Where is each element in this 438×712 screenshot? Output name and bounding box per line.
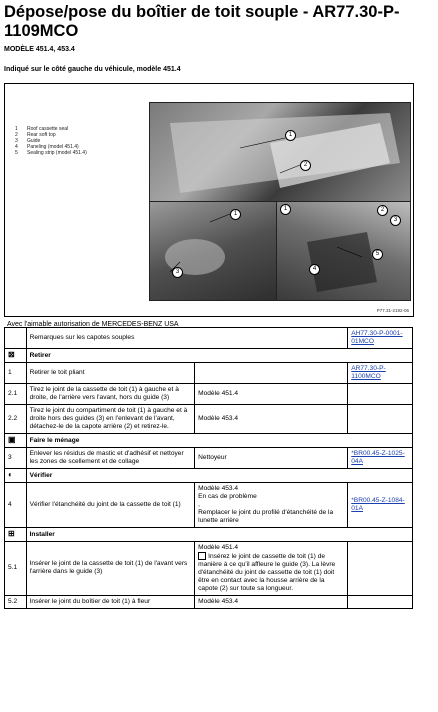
step-note: Modèle 453.4 En cas de problème , Remplacer le joint du profilé d'étanchéité de la lunette arrière	[195, 483, 348, 528]
step-number: 2.1	[5, 384, 27, 405]
table-row	[5, 595, 413, 608]
step-number: 4	[5, 483, 27, 528]
table-row	[5, 384, 413, 405]
legend-item: 1 Roof cassette seal	[15, 126, 69, 132]
step-number: 3	[5, 448, 27, 469]
step-text: Insérer le joint de la cassette de toit (1) de l'avant vers l'arrière dans le guide (3)	[26, 542, 195, 596]
section-row-menage	[5, 434, 413, 448]
callout-1: 1	[285, 130, 296, 141]
models-label: MODÈLE 451.4, 453.4	[4, 46, 75, 53]
table-row	[5, 363, 413, 384]
photo-bottom-left	[149, 201, 279, 301]
page-title: Dépose/pose du boîtier de toit souple - AR77.30-P-1109MCO	[4, 3, 400, 40]
section-title: Retirer	[26, 349, 412, 363]
section-row-installer	[5, 528, 413, 542]
callout-3: 3	[390, 215, 401, 226]
step-number: 1	[5, 363, 27, 384]
section-title: Faire le ménage	[26, 434, 412, 448]
callout-5: 5	[372, 249, 383, 260]
legend-item: 3 Guide	[15, 138, 41, 144]
section-row-retirer	[5, 349, 413, 363]
callout-2: 2	[300, 160, 311, 171]
step-note: Nettoyeur	[195, 448, 348, 469]
step-number: 2.2	[5, 405, 27, 434]
figure-reference: P77.31-2192-06	[376, 308, 409, 313]
step-link[interactable]: AR77.30-P-1100MCO	[351, 365, 386, 380]
install-icon: ⊞	[8, 529, 15, 538]
step-note: Modèle 453.4	[195, 595, 348, 608]
photo-main-illustration	[150, 103, 410, 203]
photo-bottom-left-illustration	[150, 202, 278, 300]
indication-label: Indiqué sur le côté gauche du véhicule, modèle 451.4	[4, 66, 181, 73]
procedure-table	[4, 327, 413, 609]
table-row	[5, 483, 413, 528]
step-text: Tirez le joint de la cassette de toit (1) à gauche et à droite, de l'arrière vers l'avant, hors du guide (3)	[26, 384, 195, 405]
photo-main	[149, 102, 411, 204]
legend-item: 2 Rear soft top	[15, 132, 56, 138]
photo-bottom-right	[276, 201, 411, 301]
step-text: Retirer le toit pliant	[26, 363, 195, 384]
remove-icon: ⊠	[8, 350, 15, 359]
legend-item: 4 Paneling (model 451.4)	[15, 144, 79, 150]
remarks-link[interactable]: AH77.30-P-0001-01MCO	[351, 330, 403, 345]
step-number: 5.1	[5, 542, 27, 596]
table-row	[5, 405, 413, 434]
callout-3: 3	[172, 267, 183, 278]
step-text: Insérer le joint du boîtier de toit (1) à fleur	[26, 595, 195, 608]
legend-item: 5 Sealing strip (model 451.4)	[15, 150, 87, 156]
section-title: Vérifier	[26, 469, 412, 483]
table-row	[5, 448, 413, 469]
section-row-verifier	[5, 469, 413, 483]
step-link[interactable]: *BR00.45-Z-1084-01A	[351, 497, 405, 512]
figure-legend	[15, 126, 87, 156]
checkbox-icon	[198, 552, 206, 560]
step-note: Modèle 453.4	[195, 405, 348, 434]
table-row	[5, 542, 413, 596]
figure-credit: Avec l'aimable autorisation de MERCEDES-BENZ USA	[7, 321, 179, 328]
callout-1: 1	[280, 204, 291, 215]
remarks-text: Remarques sur les capotes souples	[26, 328, 348, 349]
table-row	[5, 328, 413, 349]
step-text: Enlever les résidus de mastic et d'adhésif et nettoyer les zones de scellement et de collage	[26, 448, 195, 469]
step-note: Modèle 451.4 Insérez le joint de cassette de toit (1) de manière à ce qu'il affleure le guide (3). La lèvre d'étanchéité du joint de cassette de toit (1) doit être en contact avec la housse arrière de la capote (2) sur toute sa longueur.	[195, 542, 348, 596]
step-note: Modèle 451.4	[195, 384, 348, 405]
figure-box	[4, 83, 414, 328]
step-text: Tirez le joint du compartiment de toit (1) à gauche et à droite hors des guides (3) en l'enlevant de l'avant, détachez-le de la capote arrière (2) et retirez-le.	[26, 405, 195, 434]
callout-4: 4	[309, 264, 320, 275]
callout-2: 2	[377, 205, 388, 216]
step-link[interactable]: *BR00.45-Z-1025-04A	[351, 450, 405, 465]
section-title: Installer	[26, 528, 412, 542]
check-icon: ◐	[8, 470, 13, 479]
clean-icon: ▣	[8, 435, 16, 444]
step-text: Vérifier l'étanchéité du joint de la cassette de toit (1)	[26, 483, 195, 528]
step-number: 5.2	[5, 595, 27, 608]
callout-1: 1	[230, 209, 241, 220]
